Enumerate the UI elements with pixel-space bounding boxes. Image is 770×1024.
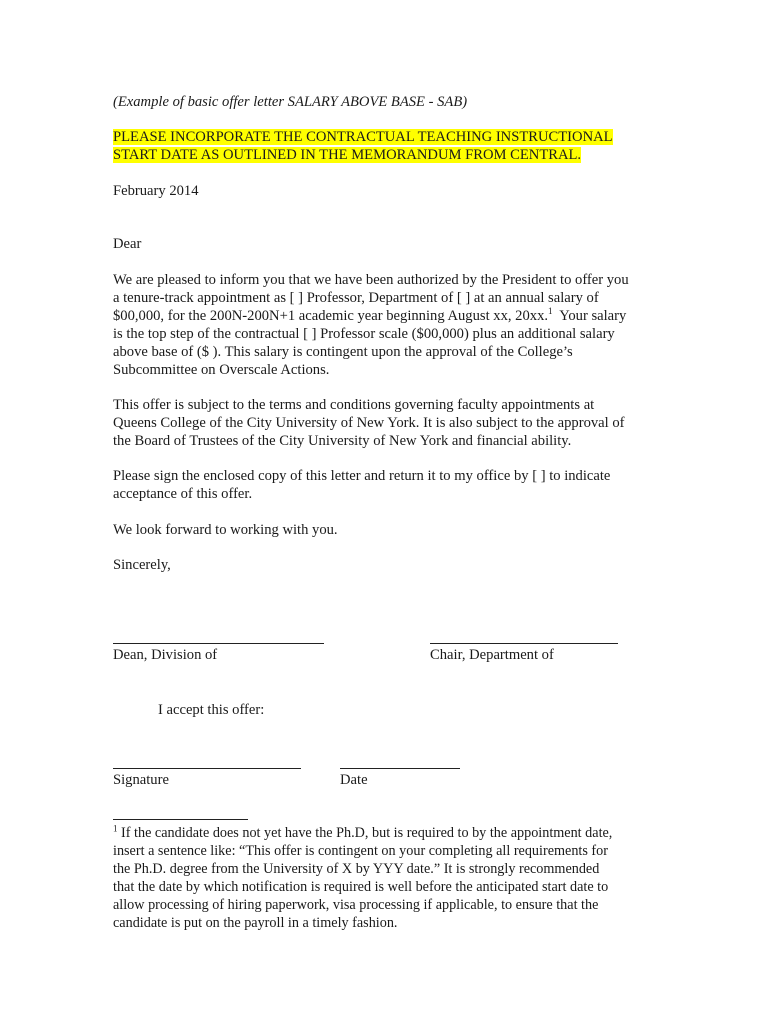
signature-label: Signature (113, 772, 169, 788)
dean-label: Dean, Division of (113, 647, 218, 663)
paragraph1-line-5: above base of ($ ). This salary is contingent upon the approval of the College’s (113, 344, 573, 360)
paragraph1-line-3-tail: Your salary (552, 308, 627, 324)
paragraph1-line-6: Subcommittee on Overscale Actions. (113, 362, 330, 378)
paragraph3-line-2: acceptance of this offer. (113, 486, 253, 502)
paragraph1-line-3 (113, 308, 626, 326)
paragraph2-line-2: Queens College of the City University of New York. It is also subject to the approval of (113, 415, 625, 431)
highlight-text-2: START DATE AS OUTLINED IN THE MEMORANDUM FROM CENTRAL. (113, 147, 582, 163)
footnote-reference: 1 (548, 306, 553, 317)
footnote-line-4: that the date by which notification is required is well before the anticipated start date to (113, 879, 609, 895)
date-label: Date (340, 772, 368, 788)
footnote-line-3: the Ph.D. degree from the University of X by YYY date.” It is strongly recommended (113, 861, 600, 877)
closing: Sincerely, (113, 557, 171, 573)
candidate-signature-line (113, 768, 301, 769)
paragraph1-line-2: a tenure-track appointment as [ ] Professor, Department of [ ] at an annual salary of (113, 290, 599, 306)
instruction-line-2 (113, 147, 581, 165)
example-note: (Example of basic offer letter SALARY ABOVE BASE - SAB) (113, 94, 468, 110)
chair-signature-line (430, 643, 618, 644)
footnote-line-1-text: If the candidate does not yet have the Ph.D, but is required to by the appointment date, (117, 825, 613, 841)
paragraph2-line-1: This offer is subject to the terms and conditions governing faculty appointments at (113, 397, 595, 413)
footnote-separator (113, 819, 248, 820)
footnote-line-6: candidate is put on the payroll in a timely fashion. (113, 915, 398, 931)
paragraph4: We look forward to working with you. (113, 522, 338, 538)
letter-date: February 2014 (113, 183, 199, 199)
footnote-line-2: insert a sentence like: “This offer is contingent on your completing all requirements for (113, 843, 608, 859)
footnote-mark: 1 (113, 823, 118, 834)
paragraph1-line-1: We are pleased to inform you that we have been authorized by the President to offer you (113, 272, 629, 288)
footnote-line-5: allow processing of hiring paperwork, visa processing if applicable, to ensure that the (113, 897, 599, 913)
salutation: Dear (113, 236, 142, 252)
accept-text: I accept this offer: (158, 702, 265, 718)
paragraph1-line-3-text: $00,000, for the 200N-200N+1 academic year beginning August xx, 20xx. (113, 308, 549, 324)
candidate-date-line (340, 768, 460, 769)
footnote-line-1 (113, 825, 612, 843)
chair-label: Chair, Department of (430, 647, 554, 663)
dean-signature-line (113, 643, 324, 644)
highlight-text-1: PLEASE INCORPORATE THE CONTRACTUAL TEACHING INSTRUCTIONAL (113, 129, 613, 145)
paragraph3-line-1: Please sign the enclosed copy of this letter and return it to my office by [ ] to indicate (113, 468, 611, 484)
paragraph2-line-3: the Board of Trustees of the City University of New York and financial ability. (113, 433, 572, 449)
paragraph1-line-4: is the top step of the contractual [ ] Professor scale ($00,000) plus an additional salary (113, 326, 615, 342)
instruction-line-1 (113, 129, 613, 147)
